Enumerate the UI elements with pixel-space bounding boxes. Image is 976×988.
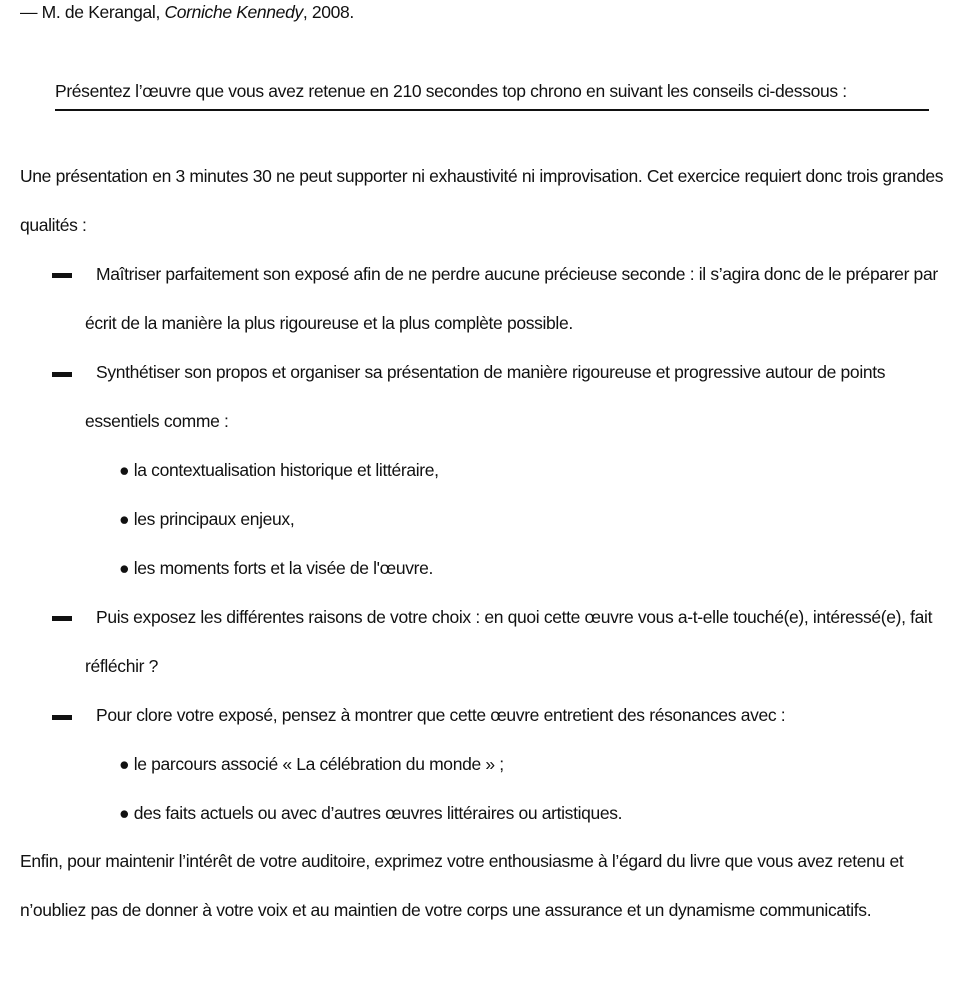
citation-year: , 2008. (302, 2, 354, 22)
sub-item: ● la contextualisation historique et littéraire, (119, 460, 439, 480)
citation-author: — M. de Kerangal, (20, 2, 165, 22)
closing-paragraph: Enfin, pour maintenir l’intérêt de votre auditoire, exprimez votre enthousiasme à l’égard du livre que vous avez retenu et n’oubliez pas de donner à votre voix et au maintien de votre corps une assurance et un dynamisme communicatifs. (20, 851, 904, 920)
citation-title: Corniche Kennedy (164, 2, 303, 22)
sub-item: ● des faits actuels ou avec d’autres œuvres littéraires ou artistiques. (119, 803, 623, 823)
list-item-text: Maîtriser parfaitement son exposé afin de ne perdre aucune précieuse seconde : il s’agira donc de le préparer par écrit de la manière la plus rigoureuse et la plus complète possible. (85, 264, 938, 333)
dash-bullet-icon (52, 616, 72, 621)
sub-item: ● les principaux enjeux, (119, 509, 295, 529)
dash-bullet-icon (52, 715, 72, 720)
list-item-text: Puis exposez les différentes raisons de votre choix : en quoi cette œuvre vous a-t-elle touché(e), intéressé(e), fait réfléchir ? (85, 607, 933, 676)
dash-bullet-icon (52, 273, 72, 278)
citation (20, 1, 354, 23)
section-heading: Présentez l’œuvre que vous avez retenue en 210 secondes top chrono en suivant les conseils ci-dessous : (55, 79, 929, 111)
sub-item: ● les moments forts et la visée de l'œuvre. (119, 558, 433, 578)
list-item-text: Synthétiser son propos et organiser sa présentation de manière rigoureuse et progressive autour de points essentiels comme : (85, 362, 886, 431)
dash-bullet-icon (52, 372, 72, 377)
intro-paragraph: Une présentation en 3 minutes 30 ne peut supporter ni exhaustivité ni improvisation. Cet exercice requiert donc trois grandes qualités : (20, 166, 944, 235)
list-item-text: Pour clore votre exposé, pensez à montrer que cette œuvre entretient des résonances avec : (96, 705, 786, 725)
sub-item: ● le parcours associé « La célébration du monde » ; (119, 754, 504, 774)
